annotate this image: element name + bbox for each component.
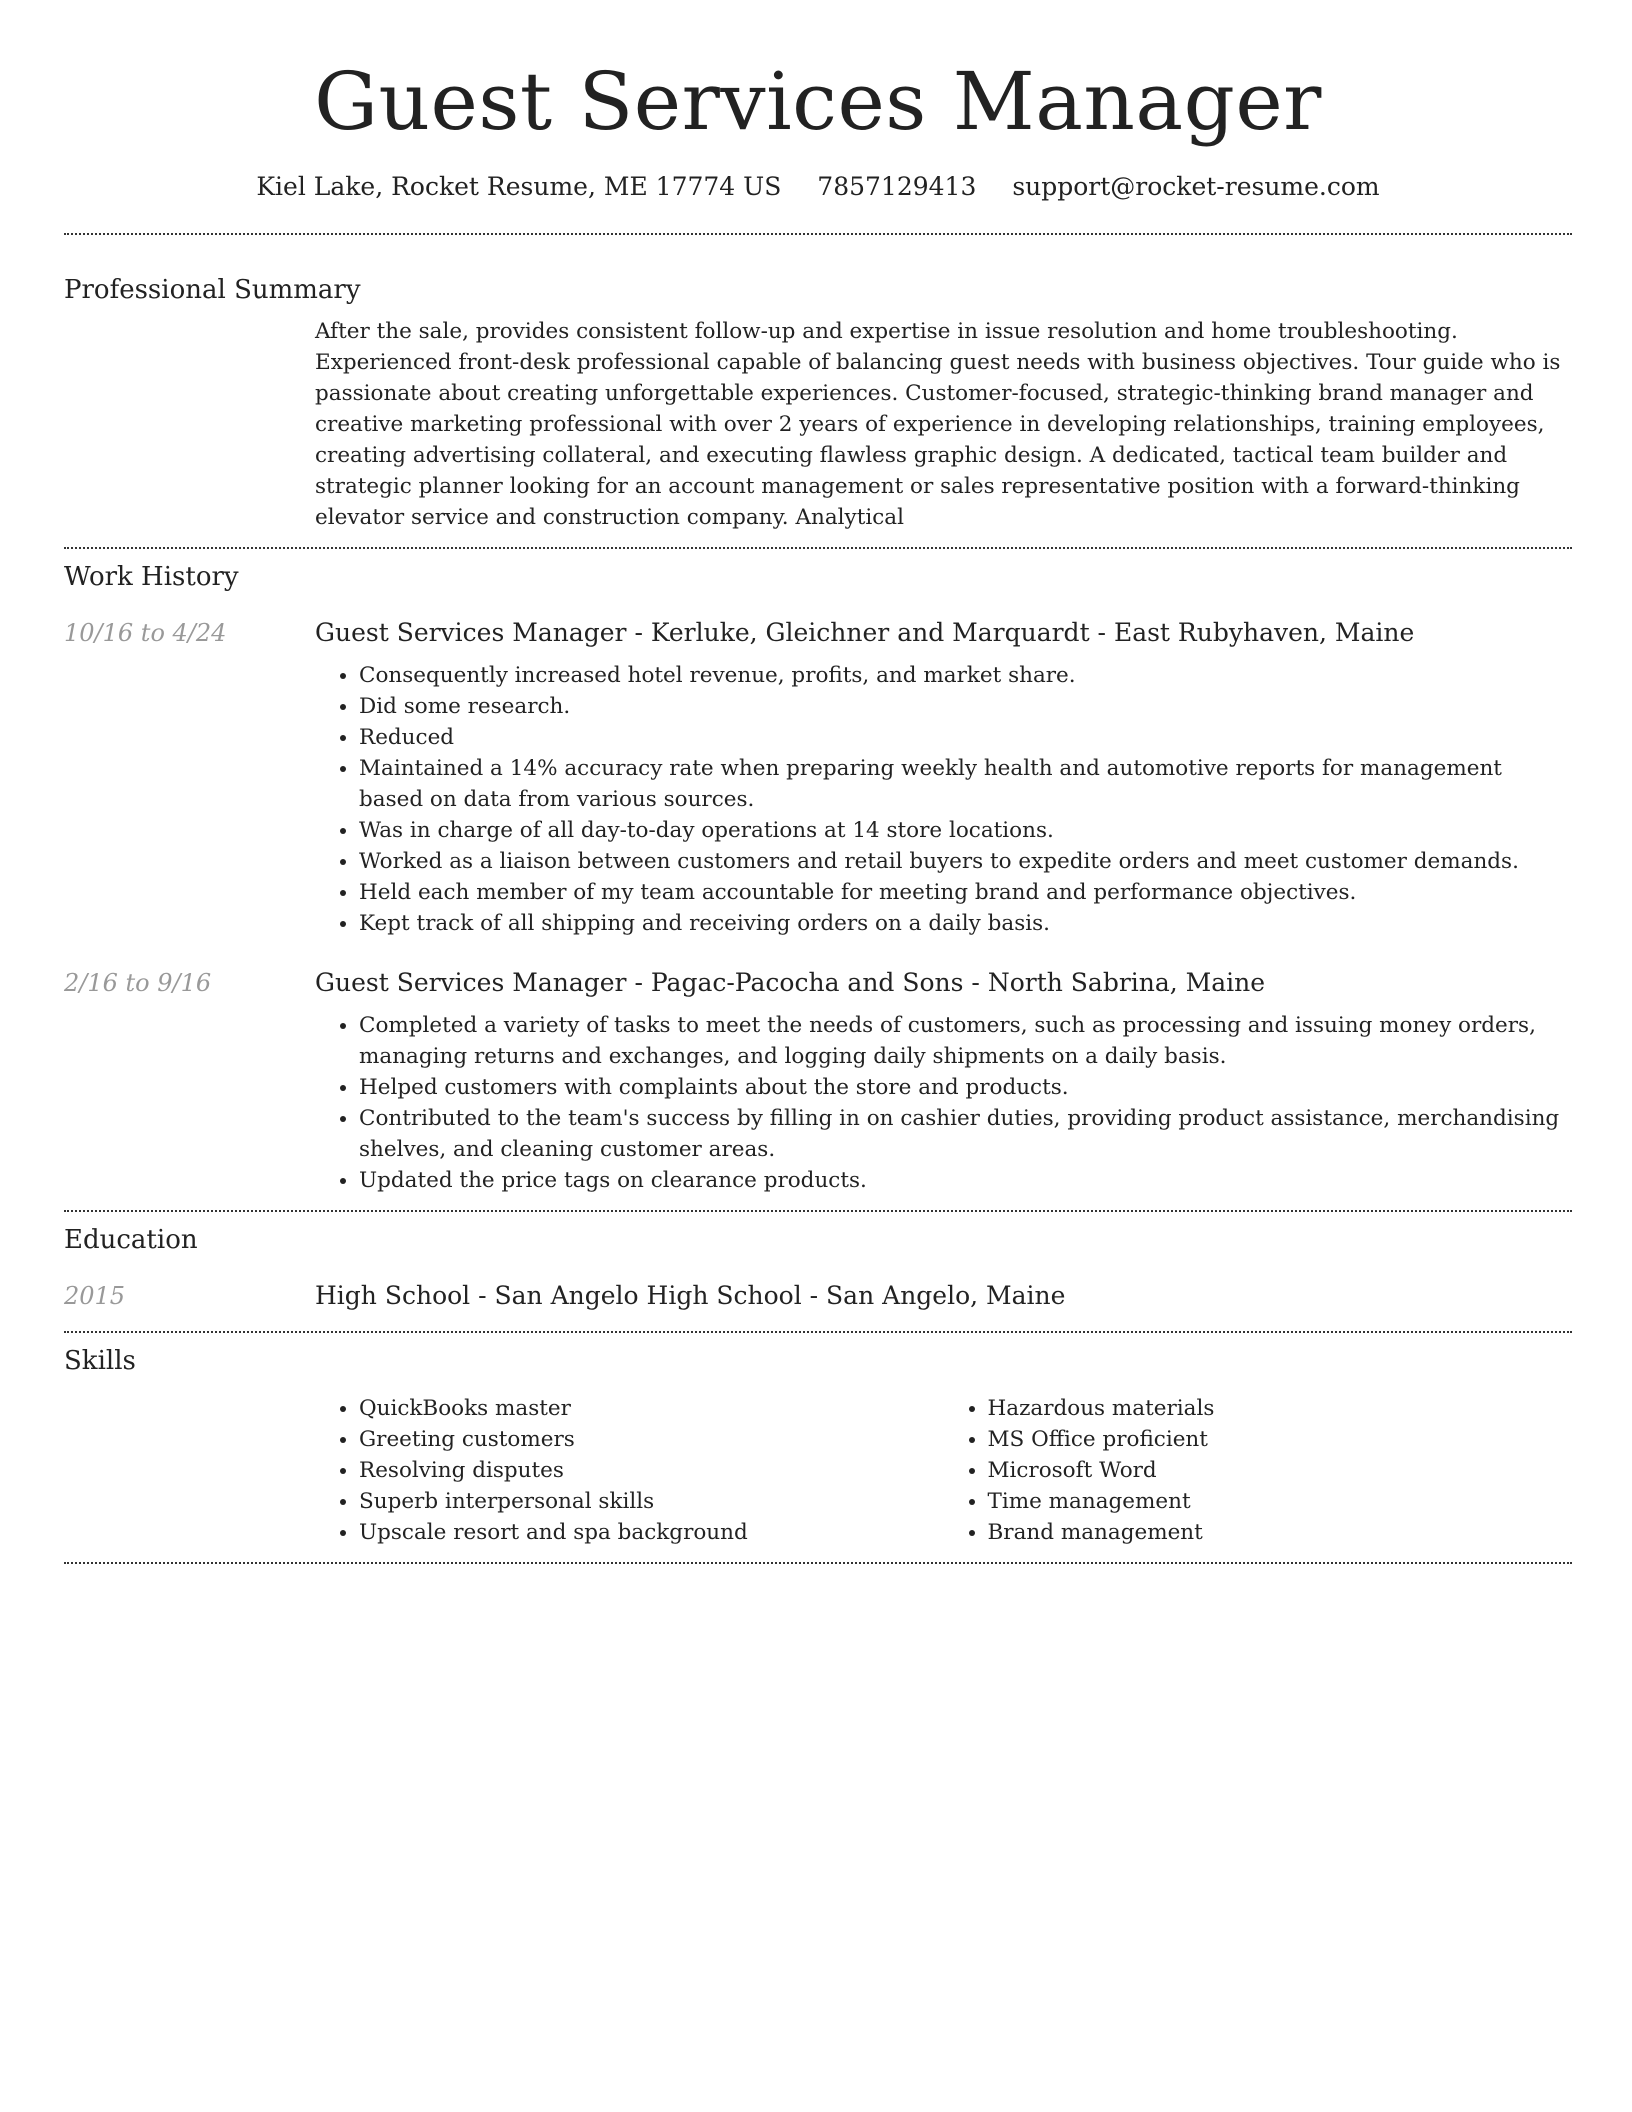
divider — [64, 1210, 1572, 1212]
job-dates: 2/16 to 9/16 — [64, 969, 212, 997]
job-entry — [64, 966, 1572, 1000]
list-item: • Completed a variety of tasks to meet the needs of customers, such as processing and issuing money orders, managing returns and exchanges, and logging daily shipments on a daily basis. — [359, 1010, 1572, 1072]
list-item: • Consequently increased hotel revenue, profits, and market share. — [359, 660, 1572, 691]
job-bullets — [315, 660, 1572, 939]
skills-column-left — [315, 1393, 944, 1548]
education-entry — [64, 1279, 1572, 1313]
skill-item: • Microsoft Word — [988, 1455, 1573, 1486]
job-heading: Guest Services Manager - Kerluke, Gleichner and Marquardt - East Rubyhaven, Maine — [315, 618, 1415, 647]
contact-phone: 7857129413 — [817, 172, 977, 201]
skills-heading: Skills — [64, 1346, 136, 1376]
divider — [64, 233, 1572, 235]
summary-heading: Professional Summary — [64, 275, 361, 305]
job-details — [315, 1010, 1572, 1196]
education-heading: Education — [64, 1225, 198, 1255]
work-history-heading: Work History — [64, 562, 239, 592]
skill-item: • Hazardous materials — [988, 1393, 1573, 1424]
contact-line — [64, 170, 1572, 204]
education-year: 2015 — [64, 1282, 126, 1310]
list-item: • Updated the price tags on clearance products. — [359, 1165, 1572, 1196]
job-details — [315, 660, 1572, 939]
list-item: • Helped customers with complaints about the store and products. — [359, 1072, 1572, 1103]
resume-name: Guest Services Manager — [314, 55, 1322, 148]
skill-item: • Superb interpersonal skills — [359, 1486, 944, 1517]
list-item: • Did some research. — [359, 691, 1572, 722]
skill-item: • MS Office proficient — [988, 1424, 1573, 1455]
list-item: • Maintained a 14% accuracy rate when preparing weekly health and automotive reports for management based on data from various sources. — [359, 753, 1572, 815]
job-bullets — [315, 1010, 1572, 1196]
skills-list — [315, 1393, 1572, 1548]
skill-item: • Resolving disputes — [359, 1455, 944, 1486]
job-entry — [64, 616, 1572, 650]
list-item: • Held each member of my team accountable for meeting brand and performance objectives. — [359, 877, 1572, 908]
skill-item: • Greeting customers — [359, 1424, 944, 1455]
contact-email: support@rocket-resume.com — [1012, 172, 1380, 201]
divider — [64, 1331, 1572, 1333]
skill-item: • QuickBooks master — [359, 1393, 944, 1424]
skills-column-right — [944, 1393, 1573, 1548]
summary-text: After the sale, provides consistent follow-up and expertise in issue resolution and home troubleshooting. Experienced front-desk professional capable of balancing guest needs with business objectives. Tour guide who is passionate about creating unforgettable experiences. Customer-focused, strategic-thinking brand manager and creative marketing professional with over 2 years of experience in developing relationships, training employees, creating advertising collateral, and executing flawless graphic design. A dedicated, tactical team builder and strategic planner looking for an account management or sales representative position with a forward-thinking elevator service and construction company. Analytical — [315, 319, 1561, 530]
divider — [64, 547, 1572, 549]
list-item: • Worked as a liaison between customers and retail buyers to expedite orders and meet customer demands. — [359, 846, 1572, 877]
job-heading: Guest Services Manager - Pagac-Pacocha and Sons - North Sabrina, Maine — [315, 968, 1266, 997]
list-item: • Kept track of all shipping and receiving orders on a daily basis. — [359, 908, 1572, 939]
job-dates: 10/16 to 4/24 — [64, 619, 227, 647]
divider — [64, 1562, 1572, 1564]
skill-item: • Upscale resort and spa background — [359, 1517, 944, 1548]
list-item: • Contributed to the team's success by filling in on cashier duties, providing product assistance, merchandising shelves, and cleaning customer areas. — [359, 1103, 1572, 1165]
skill-item: • Brand management — [988, 1517, 1573, 1548]
resume-page — [64, 0, 1572, 1564]
contact-address: Kiel Lake, Rocket Resume, ME 17774 US — [256, 172, 782, 201]
list-item: • Reduced — [359, 722, 1572, 753]
skill-item: • Time management — [988, 1486, 1573, 1517]
list-item: • Was in charge of all day-to-day operations at 14 store locations. — [359, 815, 1572, 846]
education-detail: High School - San Angelo High School - San Angelo, Maine — [315, 1281, 1066, 1310]
